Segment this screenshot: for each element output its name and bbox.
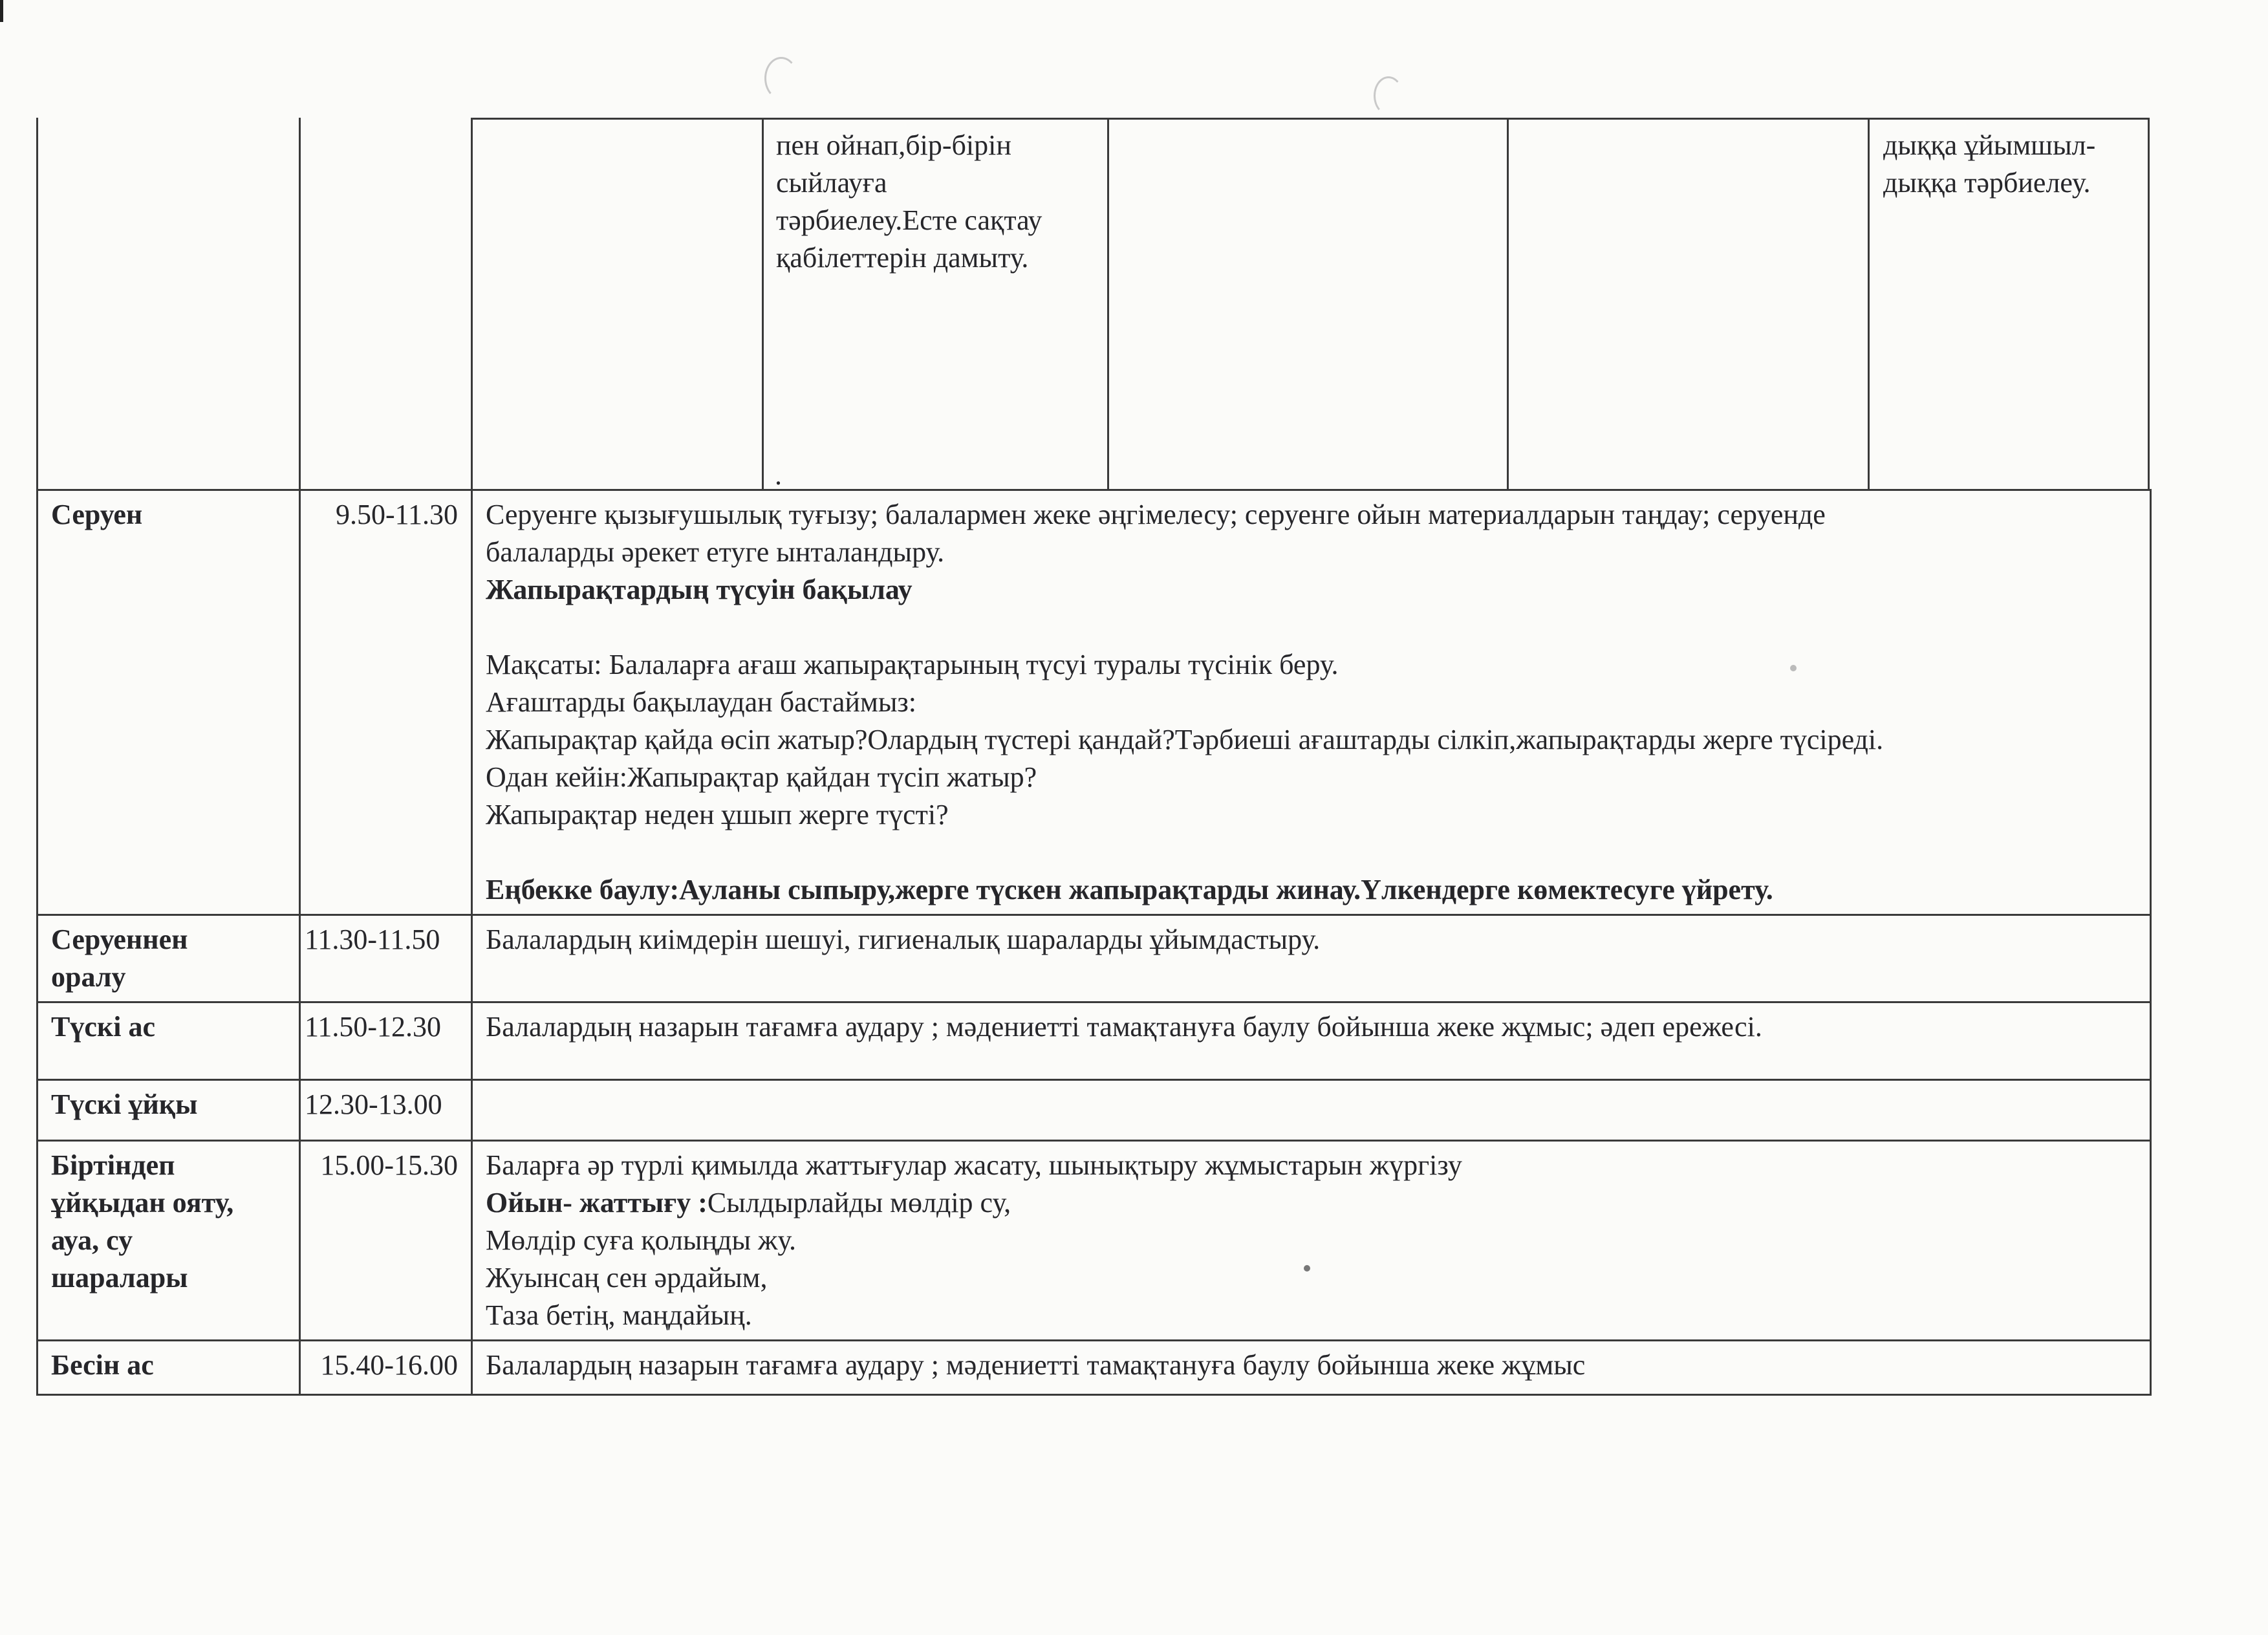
continued-cell-dot: . xyxy=(775,459,782,491)
table-border xyxy=(762,118,764,489)
text-line: дыққа ұйымшыл- xyxy=(1883,129,2096,161)
text-line: Сылдырлайды мөлдір су, xyxy=(707,1187,1011,1218)
scan-smudge xyxy=(764,57,798,100)
time-cell: 15.40-16.00 xyxy=(300,1341,472,1395)
table-row xyxy=(38,915,2151,1002)
table-row xyxy=(38,1080,2151,1141)
text-line: дыққа тәрбиелеу. xyxy=(1883,167,2091,199)
text-line: Таза бетің, маңдайың. xyxy=(486,1299,752,1331)
table-row xyxy=(38,1002,2151,1080)
text-line: Біртіндеп xyxy=(51,1149,175,1181)
text-line: сыйлауға xyxy=(776,167,887,199)
time-cell: 12.30-13.00 xyxy=(300,1080,472,1141)
table-row xyxy=(38,490,2151,915)
time-cell: 11.30-11.50 xyxy=(300,915,472,1002)
continued-table-block xyxy=(36,118,2150,489)
daily-schedule-table xyxy=(36,489,2152,1396)
text-line: Жапырақтар қайда өсіп жатыр?Олардың түстері қандай?Тәрбиеші ағаштарды сілкіп,жапырақтарды жерге түсіреді. xyxy=(486,724,1884,755)
table-border xyxy=(1107,118,1109,489)
blank-line xyxy=(486,834,2137,871)
text-line: Одан кейін:Жапырақтар қайдан түсіп жатыр? xyxy=(486,761,1037,793)
text-line: Мөлдір суға қолыңды жу. xyxy=(486,1224,797,1256)
table-border xyxy=(2148,118,2150,489)
game-exercise-line xyxy=(486,1184,2137,1222)
labor-education-line: Еңбекке баулу:Ауланы сыпыру,жерге түскен жапырақтарды жинау.Үлкендерге көмектесуге үйрету. xyxy=(486,874,1773,905)
activity-label xyxy=(38,1141,300,1341)
table-border xyxy=(1507,118,1509,489)
activity-label xyxy=(38,915,300,1002)
activity-description xyxy=(472,1141,2151,1341)
time-cell: 11.50-12.30 xyxy=(300,1002,472,1080)
text-line: Серуеннен xyxy=(51,924,188,955)
continued-cell-text xyxy=(1883,127,2142,202)
text-line: Ағаштарды бақылаудан бастаймыз: xyxy=(486,686,916,718)
activity-description xyxy=(472,1080,2151,1141)
table-border xyxy=(471,118,473,489)
text-line: шаралары xyxy=(51,1262,188,1294)
text-line: пен ойнап,бір-бірін xyxy=(776,129,1011,161)
table-border xyxy=(299,118,301,489)
activity-label: Түскі ұйқы xyxy=(38,1080,300,1141)
activity-label: Бесін ас xyxy=(38,1341,300,1395)
text-line: Жапырақтар неден ұшып жерге түсті? xyxy=(486,799,949,830)
text-line: ұйқыдан ояту, xyxy=(51,1187,234,1218)
activity-label: Серуен xyxy=(38,490,300,915)
text-line: оралу xyxy=(51,961,126,993)
text-line: Баларға әр түрлі қимылда жаттығулар жасату, шынықтыру жұмыстарын жүргізу xyxy=(486,1149,1462,1181)
observation-heading: Жапырақтардың түсуін бақылау xyxy=(486,574,913,605)
activity-description: Балалардың киімдерін шешуі, гигиеналық шараларды ұйымдастыру. xyxy=(472,915,2151,1002)
activity-description: Балалардың назарын тағамға аудару ; мәдениетті тамақтануға баулу бойынша жеке жұмыс; әдеп ережесі. xyxy=(472,1002,2151,1080)
time-cell: 9.50-11.30 xyxy=(300,490,472,915)
time-cell: 15.00-15.30 xyxy=(300,1141,472,1341)
activity-label: Түскі ас xyxy=(38,1002,300,1080)
scan-edge-mark xyxy=(0,0,3,22)
table-row xyxy=(38,1341,2151,1395)
text-line: балаларды әрекет етуге ынталандыру. xyxy=(486,536,945,568)
table-border xyxy=(36,118,38,489)
text-line: ауа, су xyxy=(51,1224,133,1256)
activity-description: Балалардың назарын тағамға аудару ; мәдениетті тамақтануға баулу бойынша жеке жұмыс xyxy=(472,1341,2151,1395)
table-row xyxy=(38,1141,2151,1341)
text-line: Серуенге қызығушылық туғызу; балалармен жеке әңгімелесу; серуенге ойын материалдарын таңдау; серуенде xyxy=(486,499,1826,530)
text-line: Мақсаты: Балаларға ағаш жапырақтарының түсуі туралы түсінік беру. xyxy=(486,649,1339,680)
blank-line xyxy=(486,609,2137,646)
continued-cell-text xyxy=(776,127,1099,277)
table-border xyxy=(471,118,2150,120)
game-exercise-title: Ойын- жаттығу : xyxy=(486,1187,707,1218)
text-line: Жуынсаң сен әрдайым, xyxy=(486,1262,768,1294)
text-line: қабілеттерін дамыту. xyxy=(776,242,1029,274)
table-border xyxy=(1868,118,1870,489)
activity-description xyxy=(472,490,2151,915)
scan-smudge xyxy=(1374,76,1403,115)
text-line: тәрбиелеу.Есте сақтау xyxy=(776,204,1042,236)
